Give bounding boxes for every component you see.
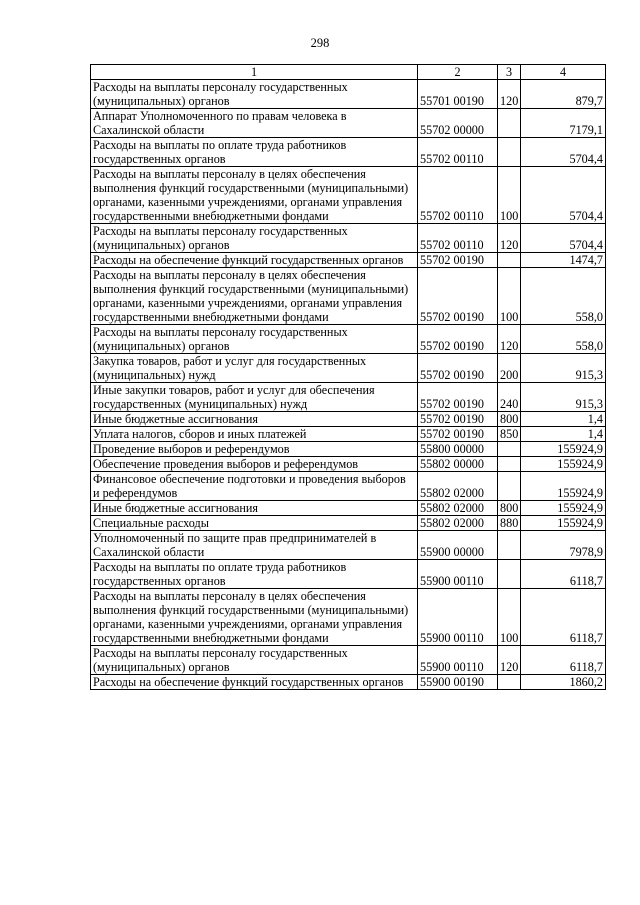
table-row <box>91 412 606 427</box>
row-type: 800 <box>498 412 521 427</box>
row-name: Расходы на выплаты персоналу государственных (муниципальных) органов <box>91 224 418 253</box>
row-type <box>498 472 521 501</box>
row-amount: 6118,7 <box>521 560 606 589</box>
row-name: Финансовое обеспечение подготовки и проведения выборов и референдумов <box>91 472 418 501</box>
row-amount: 6118,7 <box>521 589 606 646</box>
row-name: Расходы на выплаты персоналу в целях обеспечения выполнения функций государственными (муниципальными) органами, казенными учреждениями, органами управления государственными внебюджетными фондами <box>91 268 418 325</box>
row-name: Уплата налогов, сборов и иных платежей <box>91 427 418 442</box>
row-code: 55702 00190 <box>418 325 498 354</box>
table-row <box>91 109 606 138</box>
row-amount: 1,4 <box>521 427 606 442</box>
row-code: 55702 00190 <box>418 253 498 268</box>
row-name: Аппарат Уполномоченного по правам человека в Сахалинской области <box>91 109 418 138</box>
row-amount: 155924,9 <box>521 457 606 472</box>
row-amount: 1,4 <box>521 412 606 427</box>
row-name: Расходы на выплаты по оплате труда работников государственных органов <box>91 138 418 167</box>
row-amount: 155924,9 <box>521 516 606 531</box>
row-type <box>498 675 521 690</box>
row-type: 100 <box>498 268 521 325</box>
header-col-2: 2 <box>418 65 498 80</box>
row-code: 55800 00000 <box>418 442 498 457</box>
row-name: Расходы на выплаты персоналу государственных (муниципальных) органов <box>91 646 418 675</box>
table-row <box>91 646 606 675</box>
row-type <box>498 531 521 560</box>
row-amount: 6118,7 <box>521 646 606 675</box>
row-amount: 915,3 <box>521 383 606 412</box>
header-col-4: 4 <box>521 65 606 80</box>
row-type <box>498 457 521 472</box>
row-amount: 558,0 <box>521 268 606 325</box>
row-type: 800 <box>498 501 521 516</box>
row-code: 55900 00110 <box>418 589 498 646</box>
row-code: 55702 00110 <box>418 167 498 224</box>
table-row <box>91 560 606 589</box>
row-type: 850 <box>498 427 521 442</box>
page-number: 298 <box>310 36 330 50</box>
row-code: 55900 00190 <box>418 675 498 690</box>
row-amount: 1860,2 <box>521 675 606 690</box>
row-amount: 5704,4 <box>521 138 606 167</box>
row-code: 55702 00190 <box>418 427 498 442</box>
row-type: 120 <box>498 646 521 675</box>
row-code: 55702 00110 <box>418 138 498 167</box>
row-name: Расходы на обеспечение функций государственных органов <box>91 253 418 268</box>
table-row <box>91 253 606 268</box>
row-name: Уполномоченный по защите прав предпринимателей в Сахалинской области <box>91 531 418 560</box>
row-type: 100 <box>498 589 521 646</box>
row-name: Иные бюджетные ассигнования <box>91 412 418 427</box>
row-code: 55900 00110 <box>418 646 498 675</box>
row-code: 55802 02000 <box>418 501 498 516</box>
row-code: 55802 02000 <box>418 472 498 501</box>
row-amount: 5704,4 <box>521 224 606 253</box>
row-type <box>498 109 521 138</box>
row-amount: 915,3 <box>521 354 606 383</box>
table-row <box>91 457 606 472</box>
row-code: 55702 00190 <box>418 268 498 325</box>
table-row <box>91 675 606 690</box>
row-name: Иные закупки товаров, работ и услуг для обеспечения государственных (муниципальных) нужд <box>91 383 418 412</box>
row-code: 55701 00190 <box>418 80 498 109</box>
table-row <box>91 325 606 354</box>
row-type: 120 <box>498 80 521 109</box>
row-name: Расходы на выплаты по оплате труда работников государственных органов <box>91 560 418 589</box>
row-name: Иные бюджетные ассигнования <box>91 501 418 516</box>
row-name: Обеспечение проведения выборов и референдумов <box>91 457 418 472</box>
row-code: 55702 00110 <box>418 224 498 253</box>
row-type: 200 <box>498 354 521 383</box>
table-row <box>91 516 606 531</box>
table-row <box>91 224 606 253</box>
row-code: 55702 00190 <box>418 354 498 383</box>
table-row <box>91 383 606 412</box>
table-row <box>91 80 606 109</box>
table-header-row <box>91 65 606 80</box>
row-code: 55900 00000 <box>418 531 498 560</box>
row-amount: 7179,1 <box>521 109 606 138</box>
row-amount: 558,0 <box>521 325 606 354</box>
row-code: 55702 00000 <box>418 109 498 138</box>
table-row <box>91 442 606 457</box>
row-code: 55702 00190 <box>418 383 498 412</box>
row-type: 120 <box>498 224 521 253</box>
row-name: Расходы на выплаты персоналу государственных (муниципальных) органов <box>91 80 418 109</box>
table-row <box>91 354 606 383</box>
row-amount: 7978,9 <box>521 531 606 560</box>
row-type <box>498 560 521 589</box>
table-row <box>91 427 606 442</box>
row-code: 55802 02000 <box>418 516 498 531</box>
row-name: Расходы на выплаты персоналу в целях обеспечения выполнения функций государственными (муниципальными) органами, казенными учреждениями, органами управления государственными внебюджетными фондами <box>91 167 418 224</box>
row-amount: 155924,9 <box>521 472 606 501</box>
row-type: 240 <box>498 383 521 412</box>
row-type <box>498 442 521 457</box>
table-row <box>91 138 606 167</box>
row-type <box>498 253 521 268</box>
row-code: 55802 00000 <box>418 457 498 472</box>
row-type <box>498 138 521 167</box>
row-code: 55702 00190 <box>418 412 498 427</box>
row-code: 55900 00110 <box>418 560 498 589</box>
table-row <box>91 589 606 646</box>
table-row <box>91 501 606 516</box>
row-type: 880 <box>498 516 521 531</box>
table-row <box>91 167 606 224</box>
row-name: Специальные расходы <box>91 516 418 531</box>
row-amount: 879,7 <box>521 80 606 109</box>
row-name: Проведение выборов и референдумов <box>91 442 418 457</box>
header-col-1: 1 <box>91 65 418 80</box>
row-amount: 1474,7 <box>521 253 606 268</box>
row-amount: 155924,9 <box>521 501 606 516</box>
table-row <box>91 531 606 560</box>
row-amount: 155924,9 <box>521 442 606 457</box>
row-name: Закупка товаров, работ и услуг для государственных (муниципальных) нужд <box>91 354 418 383</box>
table-row <box>91 268 606 325</box>
row-name: Расходы на выплаты персоналу в целях обеспечения выполнения функций государственными (муниципальными) органами, казенными учреждениями, органами управления государственными внебюджетными фондами <box>91 589 418 646</box>
budget-table <box>90 64 606 690</box>
header-col-3: 3 <box>498 65 521 80</box>
row-name: Расходы на обеспечение функций государственных органов <box>91 675 418 690</box>
table-row <box>91 472 606 501</box>
row-amount: 5704,4 <box>521 167 606 224</box>
row-type: 120 <box>498 325 521 354</box>
row-name: Расходы на выплаты персоналу государственных (муниципальных) органов <box>91 325 418 354</box>
row-type: 100 <box>498 167 521 224</box>
